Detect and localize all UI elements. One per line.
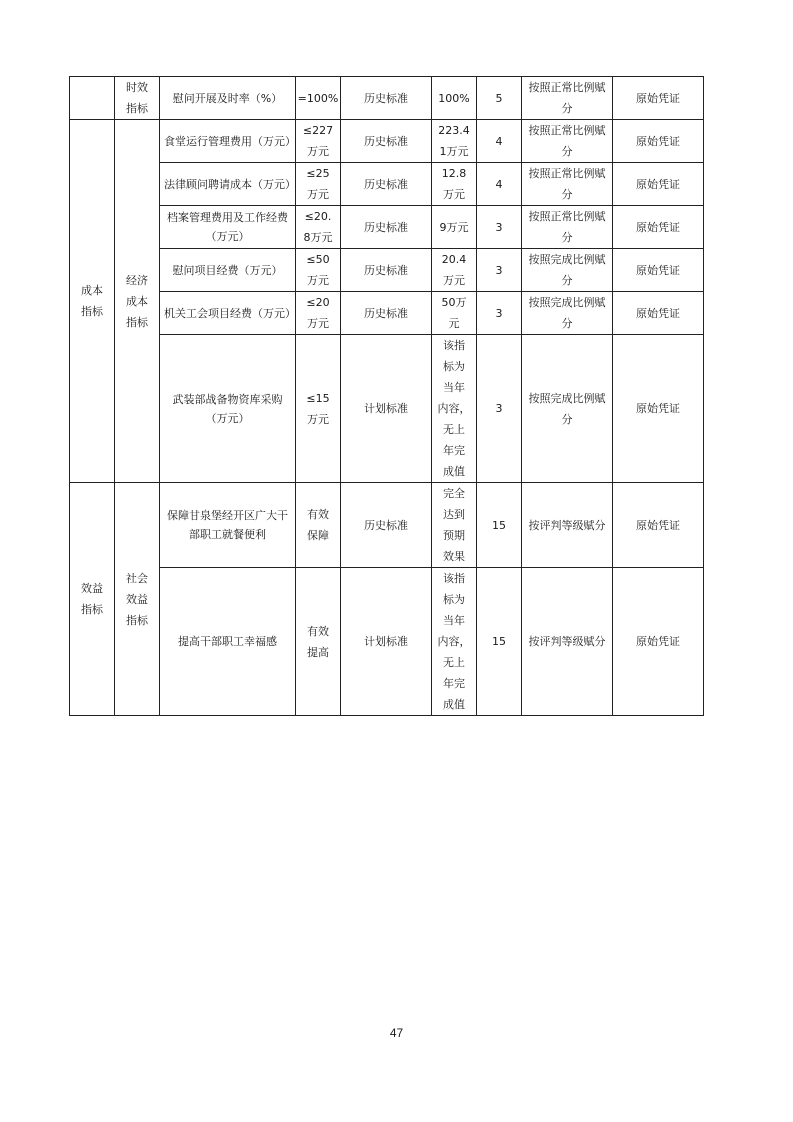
weight-cell: 5 xyxy=(477,77,522,120)
actual-cell: 223.4 1万元 xyxy=(432,120,477,163)
actual-cell: 20.4 万元 xyxy=(432,249,477,292)
source-cell: 原始凭证 xyxy=(613,483,704,568)
table-row xyxy=(70,163,704,206)
weight-cell: 3 xyxy=(477,206,522,249)
actual-cell: 12.8 万元 xyxy=(432,163,477,206)
weight-cell: 15 xyxy=(477,483,522,568)
source-cell: 原始凭证 xyxy=(613,292,704,335)
standard-cell: 历史标准 xyxy=(341,206,432,249)
source-cell: 原始凭证 xyxy=(613,77,704,120)
standard-cell: 历史标准 xyxy=(341,292,432,335)
table-row xyxy=(70,335,704,483)
method-cell: 按评判等级赋分 xyxy=(522,568,613,716)
source-cell: 原始凭证 xyxy=(613,249,704,292)
standard-cell: 历史标准 xyxy=(341,483,432,568)
actual-cell: 9万元 xyxy=(432,206,477,249)
weight-cell: 3 xyxy=(477,335,522,483)
level2-cell: 社会 效益 指标 xyxy=(115,483,160,716)
source-cell: 原始凭证 xyxy=(613,568,704,716)
method-cell: 按照正常比例赋 分 xyxy=(522,77,613,120)
standard-cell: 计划标准 xyxy=(341,335,432,483)
weight-cell: 3 xyxy=(477,249,522,292)
target-cell: ≤20. 8万元 xyxy=(296,206,341,249)
indicator-cell: 慰问项目经费（万元） xyxy=(160,249,296,292)
source-cell: 原始凭证 xyxy=(613,120,704,163)
level2-cell: 经济 成本 指标 xyxy=(115,120,160,483)
weight-cell: 3 xyxy=(477,292,522,335)
target-cell: ≤227 万元 xyxy=(296,120,341,163)
table-row xyxy=(70,206,704,249)
weight-cell: 4 xyxy=(477,163,522,206)
level1-cell xyxy=(70,77,115,120)
method-cell: 按照正常比例赋 分 xyxy=(522,163,613,206)
table-row xyxy=(70,77,704,120)
actual-cell: 完全 达到 预期 效果 xyxy=(432,483,477,568)
method-cell: 按照完成比例赋 分 xyxy=(522,335,613,483)
method-cell: 按照正常比例赋 分 xyxy=(522,206,613,249)
method-cell: 按评判等级赋分 xyxy=(522,483,613,568)
level1-cell: 成本 指标 xyxy=(70,120,115,483)
standard-cell: 历史标准 xyxy=(341,249,432,292)
target-cell: ≤15 万元 xyxy=(296,335,341,483)
actual-cell: 该指 标为 当年 内容， 无上 年完 成值 xyxy=(432,335,477,483)
table-row xyxy=(70,292,704,335)
indicator-cell: 机关工会项目经费（万元） xyxy=(160,292,296,335)
target-cell: ≤25 万元 xyxy=(296,163,341,206)
indicator-cell: 武装部战备物资库采购 （万元） xyxy=(160,335,296,483)
page-number: 47 xyxy=(389,1026,404,1040)
indicator-cell: 保障甘泉堡经开区广大干 部职工就餐便利 xyxy=(160,483,296,568)
weight-cell: 15 xyxy=(477,568,522,716)
standard-cell: 历史标准 xyxy=(341,163,432,206)
source-cell: 原始凭证 xyxy=(613,163,704,206)
level2-cell: 时效 指标 xyxy=(115,77,160,120)
target-cell: 有效 提高 xyxy=(296,568,341,716)
weight-cell: 4 xyxy=(477,120,522,163)
target-cell: 有效 保障 xyxy=(296,483,341,568)
actual-cell: 该指 标为 当年 内容， 无上 年完 成值 xyxy=(432,568,477,716)
table-row xyxy=(70,120,704,163)
indicator-cell: 慰问开展及时率（%） xyxy=(160,77,296,120)
table-row xyxy=(70,568,704,716)
performance-indicator-table xyxy=(69,76,704,716)
standard-cell: 历史标准 xyxy=(341,120,432,163)
table-row xyxy=(70,483,704,568)
level1-cell: 效益 指标 xyxy=(70,483,115,716)
actual-cell: 50万 元 xyxy=(432,292,477,335)
table-row xyxy=(70,249,704,292)
indicator-cell: 档案管理费用及工作经费 （万元） xyxy=(160,206,296,249)
source-cell: 原始凭证 xyxy=(613,206,704,249)
indicator-cell: 法律顾问聘请成本（万元） xyxy=(160,163,296,206)
method-cell: 按照正常比例赋 分 xyxy=(522,120,613,163)
actual-cell: 100% xyxy=(432,77,477,120)
standard-cell: 计划标准 xyxy=(341,568,432,716)
target-cell: =100% xyxy=(296,77,341,120)
method-cell: 按照完成比例赋 分 xyxy=(522,292,613,335)
target-cell: ≤20 万元 xyxy=(296,292,341,335)
indicator-cell: 食堂运行管理费用（万元） xyxy=(160,120,296,163)
source-cell: 原始凭证 xyxy=(613,335,704,483)
standard-cell: 历史标准 xyxy=(341,77,432,120)
target-cell: ≤50 万元 xyxy=(296,249,341,292)
indicator-cell: 提高干部职工幸福感 xyxy=(160,568,296,716)
method-cell: 按照完成比例赋 分 xyxy=(522,249,613,292)
